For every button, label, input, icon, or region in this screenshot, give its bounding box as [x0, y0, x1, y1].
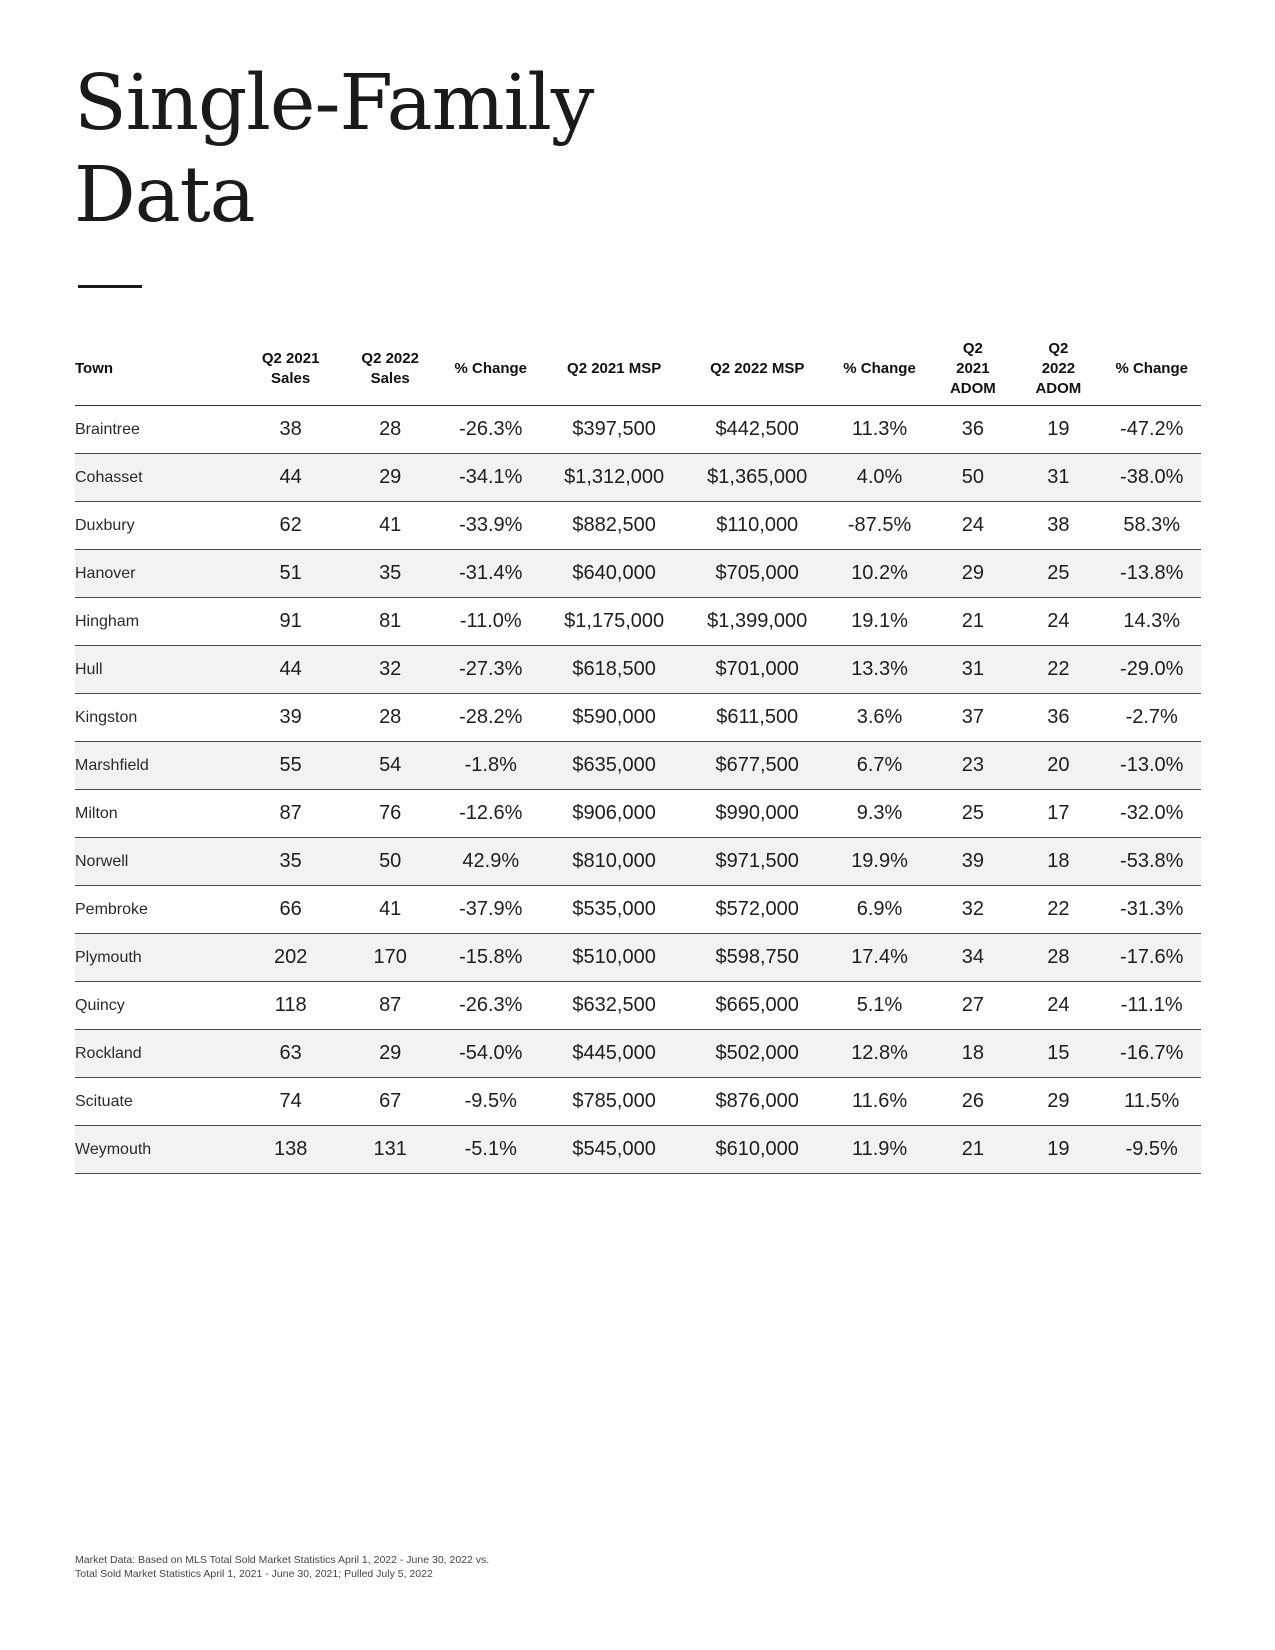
cell-adom-change: 58.3% — [1102, 502, 1201, 550]
cell-q2-2021-sales: 66 — [241, 886, 341, 934]
table-row — [75, 790, 1201, 838]
cell-q2-2021-msp: $640,000 — [542, 550, 687, 598]
cell-q2-2022-msp: $502,000 — [687, 1030, 828, 1078]
cell-adom-change: -11.1% — [1102, 982, 1201, 1030]
cell-q2-2022-sales: 28 — [340, 406, 440, 454]
cell-town: Milton — [75, 790, 241, 838]
cell-q2-2022-sales: 41 — [340, 502, 440, 550]
table-row — [75, 1078, 1201, 1126]
cell-msp-change: -87.5% — [828, 502, 932, 550]
cell-q2-2022-msp: $677,500 — [687, 742, 828, 790]
cell-msp-change: 17.4% — [828, 934, 932, 982]
cell-q2-2021-msp: $1,312,000 — [542, 454, 687, 502]
cell-q2-2022-sales: 32 — [340, 646, 440, 694]
cell-sales-change: -31.4% — [440, 550, 542, 598]
cell-adom-change: -16.7% — [1102, 1030, 1201, 1078]
cell-q2-2022-sales: 28 — [340, 694, 440, 742]
cell-q2-2022-sales: 29 — [340, 454, 440, 502]
table-row — [75, 406, 1201, 454]
cell-q2-2021-adom: 32 — [931, 886, 1014, 934]
header-sales-change: % Change — [440, 333, 542, 406]
cell-q2-2021-sales: 39 — [241, 694, 341, 742]
table-body — [75, 406, 1201, 1174]
cell-q2-2022-sales: 67 — [340, 1078, 440, 1126]
table-row — [75, 646, 1201, 694]
header-q2-2022-sales: Q2 2022 Sales — [340, 333, 440, 406]
cell-town: Weymouth — [75, 1126, 241, 1174]
cell-q2-2022-msp: $610,000 — [687, 1126, 828, 1174]
cell-town: Hingham — [75, 598, 241, 646]
cell-q2-2022-msp: $876,000 — [687, 1078, 828, 1126]
page-title-line-1: Single-Family — [74, 59, 594, 148]
table-row — [75, 550, 1201, 598]
cell-q2-2022-msp: $705,000 — [687, 550, 828, 598]
cell-q2-2022-adom: 22 — [1014, 646, 1102, 694]
cell-q2-2022-msp: $110,000 — [687, 502, 828, 550]
cell-msp-change: 11.3% — [828, 406, 932, 454]
cell-q2-2021-msp: $882,500 — [542, 502, 687, 550]
table-header-row — [75, 333, 1201, 406]
cell-q2-2022-sales: 50 — [340, 838, 440, 886]
table-row — [75, 1030, 1201, 1078]
cell-adom-change: -17.6% — [1102, 934, 1201, 982]
cell-adom-change: -32.0% — [1102, 790, 1201, 838]
cell-q2-2021-msp: $632,500 — [542, 982, 687, 1030]
table-row — [75, 886, 1201, 934]
cell-q2-2021-msp: $397,500 — [542, 406, 687, 454]
header-q2-2021-msp: Q2 2021 MSP — [542, 333, 687, 406]
header-q2-2021-sales: Q2 2021 Sales — [241, 333, 341, 406]
cell-q2-2022-msp: $598,750 — [687, 934, 828, 982]
cell-q2-2022-sales: 54 — [340, 742, 440, 790]
header-msp-change: % Change — [828, 333, 932, 406]
cell-q2-2021-adom: 24 — [931, 502, 1014, 550]
cell-adom-change: 11.5% — [1102, 1078, 1201, 1126]
cell-q2-2022-adom: 22 — [1014, 886, 1102, 934]
cell-q2-2021-msp: $590,000 — [542, 694, 687, 742]
table-row — [75, 838, 1201, 886]
cell-sales-change: -33.9% — [440, 502, 542, 550]
cell-q2-2021-msp: $535,000 — [542, 886, 687, 934]
cell-sales-change: -9.5% — [440, 1078, 542, 1126]
cell-q2-2021-sales: 63 — [241, 1030, 341, 1078]
cell-q2-2021-sales: 51 — [241, 550, 341, 598]
cell-q2-2021-msp: $906,000 — [542, 790, 687, 838]
cell-adom-change: -38.0% — [1102, 454, 1201, 502]
cell-q2-2022-adom: 36 — [1014, 694, 1102, 742]
cell-q2-2021-adom: 21 — [931, 1126, 1014, 1174]
cell-q2-2021-msp: $1,175,000 — [542, 598, 687, 646]
cell-q2-2022-sales: 81 — [340, 598, 440, 646]
header-adom-change: % Change — [1102, 333, 1201, 406]
cell-q2-2022-sales: 76 — [340, 790, 440, 838]
cell-town: Quincy — [75, 982, 241, 1030]
table-row — [75, 742, 1201, 790]
cell-q2-2022-sales: 29 — [340, 1030, 440, 1078]
cell-q2-2021-adom: 36 — [931, 406, 1014, 454]
cell-q2-2022-msp: $442,500 — [687, 406, 828, 454]
cell-sales-change: 42.9% — [440, 838, 542, 886]
cell-q2-2021-msp: $810,000 — [542, 838, 687, 886]
cell-q2-2021-sales: 74 — [241, 1078, 341, 1126]
page-title-line-2: Data — [74, 151, 255, 240]
table-row — [75, 1126, 1201, 1174]
table-row — [75, 982, 1201, 1030]
cell-q2-2021-sales: 91 — [241, 598, 341, 646]
cell-q2-2021-sales: 35 — [241, 838, 341, 886]
cell-q2-2021-adom: 27 — [931, 982, 1014, 1030]
cell-town: Hanover — [75, 550, 241, 598]
cell-msp-change: 13.3% — [828, 646, 932, 694]
cell-q2-2022-msp: $990,000 — [687, 790, 828, 838]
cell-msp-change: 5.1% — [828, 982, 932, 1030]
cell-sales-change: -15.8% — [440, 934, 542, 982]
cell-q2-2021-msp: $510,000 — [542, 934, 687, 982]
cell-q2-2022-adom: 38 — [1014, 502, 1102, 550]
cell-q2-2022-msp: $1,365,000 — [687, 454, 828, 502]
cell-q2-2022-sales: 35 — [340, 550, 440, 598]
cell-adom-change: 14.3% — [1102, 598, 1201, 646]
cell-q2-2022-sales: 87 — [340, 982, 440, 1030]
cell-msp-change: 3.6% — [828, 694, 932, 742]
title-divider — [78, 285, 142, 288]
cell-q2-2022-adom: 20 — [1014, 742, 1102, 790]
cell-q2-2022-sales: 131 — [340, 1126, 440, 1174]
table-row — [75, 598, 1201, 646]
cell-adom-change: -9.5% — [1102, 1126, 1201, 1174]
cell-sales-change: -37.9% — [440, 886, 542, 934]
cell-q2-2021-adom: 39 — [931, 838, 1014, 886]
page-title — [74, 58, 593, 242]
cell-q2-2022-adom: 19 — [1014, 406, 1102, 454]
single-family-data-table — [75, 333, 1201, 1174]
cell-sales-change: -5.1% — [440, 1126, 542, 1174]
cell-q2-2022-msp: $701,000 — [687, 646, 828, 694]
cell-msp-change: 12.8% — [828, 1030, 932, 1078]
cell-q2-2021-sales: 118 — [241, 982, 341, 1030]
cell-q2-2021-adom: 23 — [931, 742, 1014, 790]
cell-adom-change: -2.7% — [1102, 694, 1201, 742]
cell-q2-2021-sales: 138 — [241, 1126, 341, 1174]
table-row — [75, 694, 1201, 742]
table-row — [75, 502, 1201, 550]
cell-town: Kingston — [75, 694, 241, 742]
cell-msp-change: 19.9% — [828, 838, 932, 886]
cell-town: Marshfield — [75, 742, 241, 790]
cell-q2-2022-adom: 15 — [1014, 1030, 1102, 1078]
cell-q2-2021-sales: 38 — [241, 406, 341, 454]
cell-q2-2021-adom: 29 — [931, 550, 1014, 598]
cell-q2-2021-sales: 87 — [241, 790, 341, 838]
cell-sales-change: -27.3% — [440, 646, 542, 694]
cell-town: Rockland — [75, 1030, 241, 1078]
cell-q2-2022-adom: 19 — [1014, 1126, 1102, 1174]
cell-sales-change: -26.3% — [440, 406, 542, 454]
cell-q2-2021-sales: 44 — [241, 454, 341, 502]
cell-q2-2021-adom: 31 — [931, 646, 1014, 694]
header-q2-2022-adom: Q2 2022 ADOM — [1014, 333, 1102, 406]
cell-q2-2021-msp: $618,500 — [542, 646, 687, 694]
cell-q2-2021-msp: $785,000 — [542, 1078, 687, 1126]
cell-q2-2021-adom: 34 — [931, 934, 1014, 982]
cell-q2-2022-msp: $665,000 — [687, 982, 828, 1030]
cell-q2-2022-adom: 18 — [1014, 838, 1102, 886]
cell-q2-2021-sales: 44 — [241, 646, 341, 694]
cell-adom-change: -13.0% — [1102, 742, 1201, 790]
cell-town: Pembroke — [75, 886, 241, 934]
cell-town: Duxbury — [75, 502, 241, 550]
cell-town: Scituate — [75, 1078, 241, 1126]
cell-town: Norwell — [75, 838, 241, 886]
cell-sales-change: -28.2% — [440, 694, 542, 742]
cell-town: Plymouth — [75, 934, 241, 982]
cell-q2-2022-adom: 17 — [1014, 790, 1102, 838]
cell-msp-change: 19.1% — [828, 598, 932, 646]
cell-q2-2022-adom: 24 — [1014, 598, 1102, 646]
cell-msp-change: 11.6% — [828, 1078, 932, 1126]
cell-q2-2022-adom: 24 — [1014, 982, 1102, 1030]
cell-msp-change: 6.7% — [828, 742, 932, 790]
cell-town: Cohasset — [75, 454, 241, 502]
table-row — [75, 934, 1201, 982]
cell-msp-change: 6.9% — [828, 886, 932, 934]
cell-sales-change: -1.8% — [440, 742, 542, 790]
cell-q2-2022-adom: 31 — [1014, 454, 1102, 502]
cell-q2-2021-sales: 55 — [241, 742, 341, 790]
cell-q2-2022-msp: $572,000 — [687, 886, 828, 934]
cell-adom-change: -47.2% — [1102, 406, 1201, 454]
cell-q2-2021-adom: 26 — [931, 1078, 1014, 1126]
header-q2-2022-msp: Q2 2022 MSP — [687, 333, 828, 406]
cell-adom-change: -31.3% — [1102, 886, 1201, 934]
header-town: Town — [75, 333, 241, 406]
footnote-line-1: Market Data: Based on MLS Total Sold Market Statistics April 1, 2022 - June 30, 2022 vs. — [75, 1554, 490, 1566]
cell-q2-2022-adom: 29 — [1014, 1078, 1102, 1126]
cell-q2-2021-sales: 62 — [241, 502, 341, 550]
cell-msp-change: 10.2% — [828, 550, 932, 598]
cell-sales-change: -26.3% — [440, 982, 542, 1030]
cell-q2-2022-msp: $971,500 — [687, 838, 828, 886]
cell-sales-change: -11.0% — [440, 598, 542, 646]
cell-q2-2021-adom: 37 — [931, 694, 1014, 742]
cell-q2-2021-adom: 18 — [931, 1030, 1014, 1078]
header-q2-2021-adom: Q2 2021 ADOM — [931, 333, 1014, 406]
cell-adom-change: -53.8% — [1102, 838, 1201, 886]
cell-q2-2021-adom: 25 — [931, 790, 1014, 838]
cell-q2-2022-msp: $611,500 — [687, 694, 828, 742]
footnote — [75, 1553, 489, 1581]
cell-town: Hull — [75, 646, 241, 694]
cell-town: Braintree — [75, 406, 241, 454]
cell-sales-change: -54.0% — [440, 1030, 542, 1078]
table-row — [75, 454, 1201, 502]
cell-q2-2021-sales: 202 — [241, 934, 341, 982]
cell-q2-2021-msp: $635,000 — [542, 742, 687, 790]
cell-adom-change: -29.0% — [1102, 646, 1201, 694]
cell-q2-2022-sales: 41 — [340, 886, 440, 934]
cell-msp-change: 9.3% — [828, 790, 932, 838]
cell-q2-2021-adom: 50 — [931, 454, 1014, 502]
footnote-line-2: Total Sold Market Statistics April 1, 2021 - June 30, 2021; Pulled July 5, 2022 — [75, 1568, 433, 1580]
cell-q2-2022-msp: $1,399,000 — [687, 598, 828, 646]
cell-q2-2021-msp: $445,000 — [542, 1030, 687, 1078]
cell-q2-2022-adom: 28 — [1014, 934, 1102, 982]
cell-msp-change: 11.9% — [828, 1126, 932, 1174]
cell-q2-2022-adom: 25 — [1014, 550, 1102, 598]
cell-msp-change: 4.0% — [828, 454, 932, 502]
cell-q2-2022-sales: 170 — [340, 934, 440, 982]
cell-sales-change: -34.1% — [440, 454, 542, 502]
cell-q2-2021-msp: $545,000 — [542, 1126, 687, 1174]
cell-sales-change: -12.6% — [440, 790, 542, 838]
cell-adom-change: -13.8% — [1102, 550, 1201, 598]
cell-q2-2021-adom: 21 — [931, 598, 1014, 646]
